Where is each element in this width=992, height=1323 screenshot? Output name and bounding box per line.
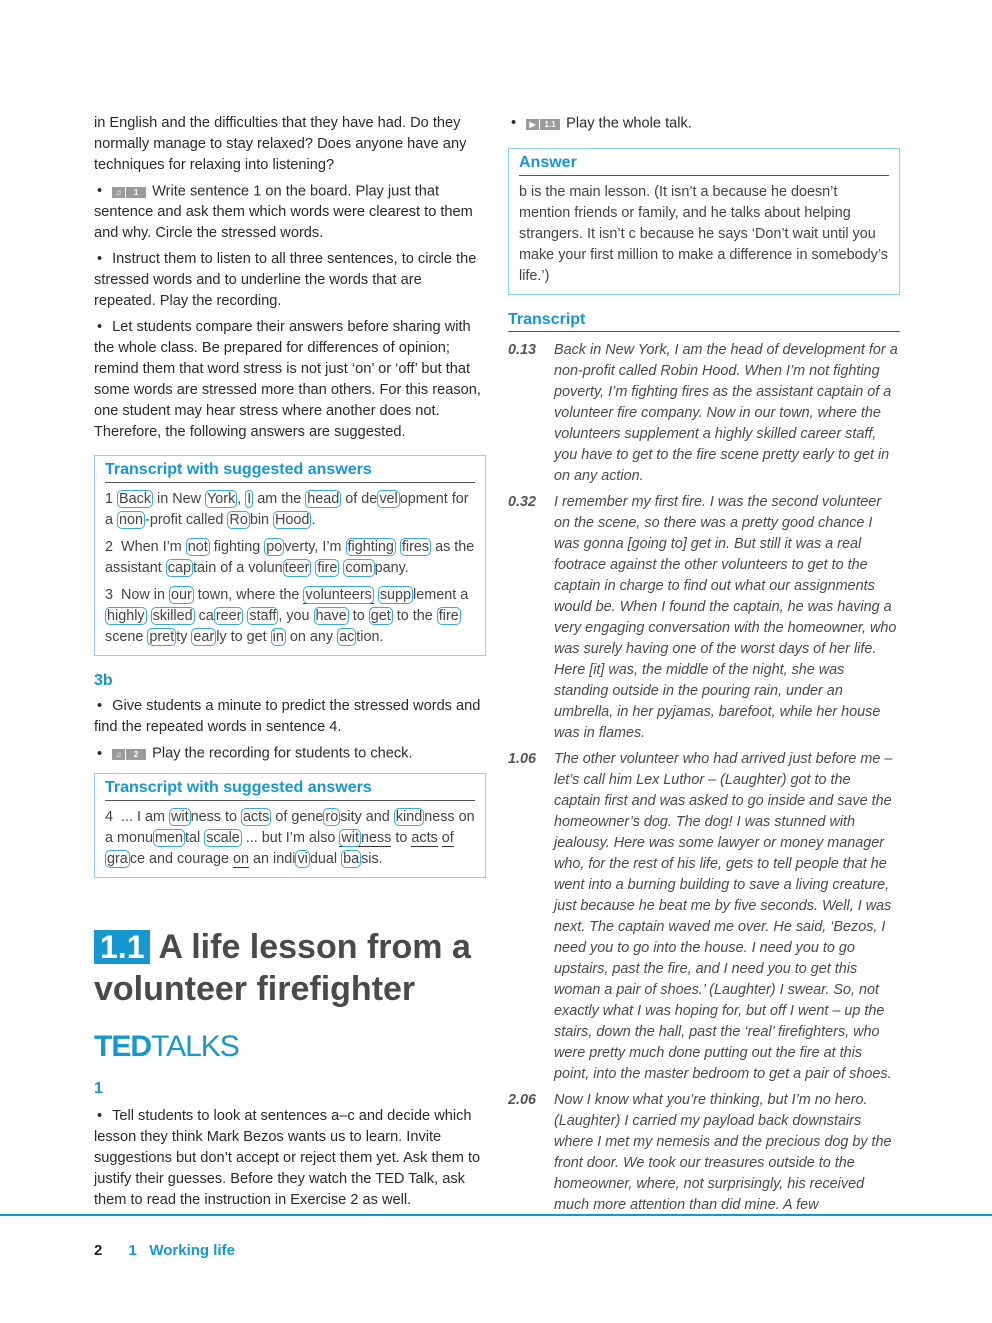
transcript-entry	[508, 492, 900, 744]
left-column	[94, 113, 486, 878]
bullet-instruct: • Instruct them to listen to all three sentences, to circle the stressed words and to underline the words that are repeated. Play the recording.	[94, 249, 486, 312]
transcript-sentence-2: 2 When I’m not fighting po verty, I’m fighting fires as the assistant cap tain of a volun teer fire com pany.	[105, 539, 475, 577]
right-column	[508, 113, 900, 1221]
answer-box	[508, 148, 900, 295]
timestamp: 2.06	[508, 1092, 537, 1109]
transcript-box-2	[94, 773, 486, 878]
timestamp: 0.13	[508, 342, 537, 359]
transcript-text: The other volunteer who had arrived just before me – let’s call him Lex Luthor – (Laughter) got to the captain first and was asked to go inside and save the homeowner’s dog. The dog! I was stunned with jealousy. Here was some lawyer or money manager who, for the rest of his life, gets to tell people that he went into a burning building to save a living creature, just because he beat me by five seconds. Well, I was next. The captain waved me over. He said, ‘Bezos, I need you to go into the house. I need you to go upstairs, past the fire, and I need you to get this woman a pair of shoes.’ (Laughter) I swear. So, not exactly what I was hoping for, but off I went – up the stairs, down the hall, past the ‘real’ firefighters, who were pretty much done putting out the fire at this point, into the master bedroom to get a pair of shoes.	[554, 751, 893, 1083]
section-1	[94, 1080, 486, 1216]
audio-track-icon[interactable]: ♫ 2	[112, 743, 146, 764]
transcript-entry	[508, 340, 900, 487]
bullet-play-check: • ♫ 2 Play the recording for students to check.	[94, 743, 486, 764]
ted-talks-logo: TEDTALKS	[94, 1030, 239, 1063]
transcript-text: I remember my first fire. I was the second volunteer on the scene, so there was a pretty good chance I was gonna [going to] get in. But still it was a real footrace against the other volunteers to get to the captain in charge to find out what our assignments would be. When I found the captain, he was having a very engaging conversation with the homeowner, who was surely having one of the worst days of her life. Here [it] was, the middle of the night, she was standing outside in the pouring rain, under an umbrella, in her pyjamas, barefoot, while her house was in flames.	[554, 494, 897, 742]
timestamp: 1.06	[508, 751, 537, 768]
answer-title: Answer	[519, 153, 889, 176]
transcript-title: Transcript	[508, 311, 900, 332]
bullet-play-talk: • ▶ 1.1 Play the whole talk.	[508, 113, 900, 134]
section-1-heading: 1	[94, 1080, 103, 1097]
box-title: Transcript with suggested answers	[105, 460, 475, 483]
bullet-write-sentence: • ♫ 1 Write sentence 1 on the board. Play just that sentence and ask them which words were clearest to them and why. Circle the stressed words.	[94, 181, 486, 244]
transcript-box-1	[94, 455, 486, 656]
unit-heading	[94, 926, 494, 1010]
transcript-sentence-4: 4 ... I am wit ness to acts of gene ro sity and kind ness on a monu men tal scale ... but I’m also wit ness to acts of gra ce and courage on an indi vi dual ba sis.	[105, 808, 475, 867]
transcript-sentence-3: 3 Now in our town, where the volunteers supp lement a highly skilled ca reer staff , you have to get to the fire scene pret ty ear ly to get in on any ac tion.	[105, 587, 469, 646]
bullet-compare: • Let students compare their answers before sharing with the whole class. Be prepared for differences of opinion; remind them that word stress is not just ‘on’ or ‘off’ but that some words are stressed more than others. For this reason, one student may hear stress where another does not. Therefore, the following answers are suggested.	[94, 317, 486, 443]
page-footer	[94, 1242, 235, 1259]
footer-divider	[0, 1214, 992, 1216]
transcript-sentence-1: 1 Back in New York , I am the head of de vel opment for a non -profit called Ro bin Hood .	[105, 491, 469, 529]
transcript-text: Now I know what you’re thinking, but I’m no hero. (Laughter) I carried my payload back downstairs where I met my nemesis and the precious dog by the front door. We took our treasures outside to the homeowner, where, not surprisingly, his received much more attention than did mine. A few	[554, 1092, 892, 1214]
section-3b-heading: 3b	[94, 672, 113, 690]
unit-label: 1 Working life	[128, 1242, 235, 1259]
answer-text: b is the main lesson. (It isn’t a because he doesn’t mention friends or family, and he talks about helping strangers. It isn’t c because he says ‘Don’t wait until you make your first million to make a difference in somebody’s life.’)	[519, 184, 888, 285]
timestamp: 0.32	[508, 494, 537, 511]
transcript-entry	[508, 1090, 900, 1216]
transcript-text: Back in New York, I am the head of development for a non-profit called Robin Hood. When I’m not fighting poverty, I’m fighting fires as the assistant captain of a volunteer fire company. Now in our town, where the volunteers supplement a highly skilled career staff, you have to get to the fire scene pretty early to get in on any action.	[554, 342, 898, 485]
page-number: 2	[94, 1242, 103, 1259]
unit-number-badge: 1.1	[94, 930, 150, 964]
bullet-predict: • Give students a minute to predict the stressed words and find the repeated words in sentence 4.	[94, 696, 486, 738]
bullet-tell-students: • Tell students to look at sentences a–c and decide which lesson they think Mark Bezos wants us to learn. Invite suggestions but don’t accept or reject them yet. Ask them to justify their guesses. Before they watch the TED Talk, ask them to read the instruction in Exercise 2 as well.	[94, 1106, 486, 1211]
intro-paragraph: in English and the difficulties that they have had. Do they normally manage to stay relaxed? Does anyone have any techniques for relaxing into listening?	[94, 115, 467, 173]
audio-track-icon[interactable]: ♫ 1	[112, 181, 146, 202]
box-title: Transcript with suggested answers	[105, 778, 475, 801]
unit-title: A life lesson from a volunteer firefighter	[94, 928, 471, 1008]
transcript-entry	[508, 749, 900, 1085]
video-track-icon[interactable]: ▶ 1.1	[526, 113, 560, 134]
